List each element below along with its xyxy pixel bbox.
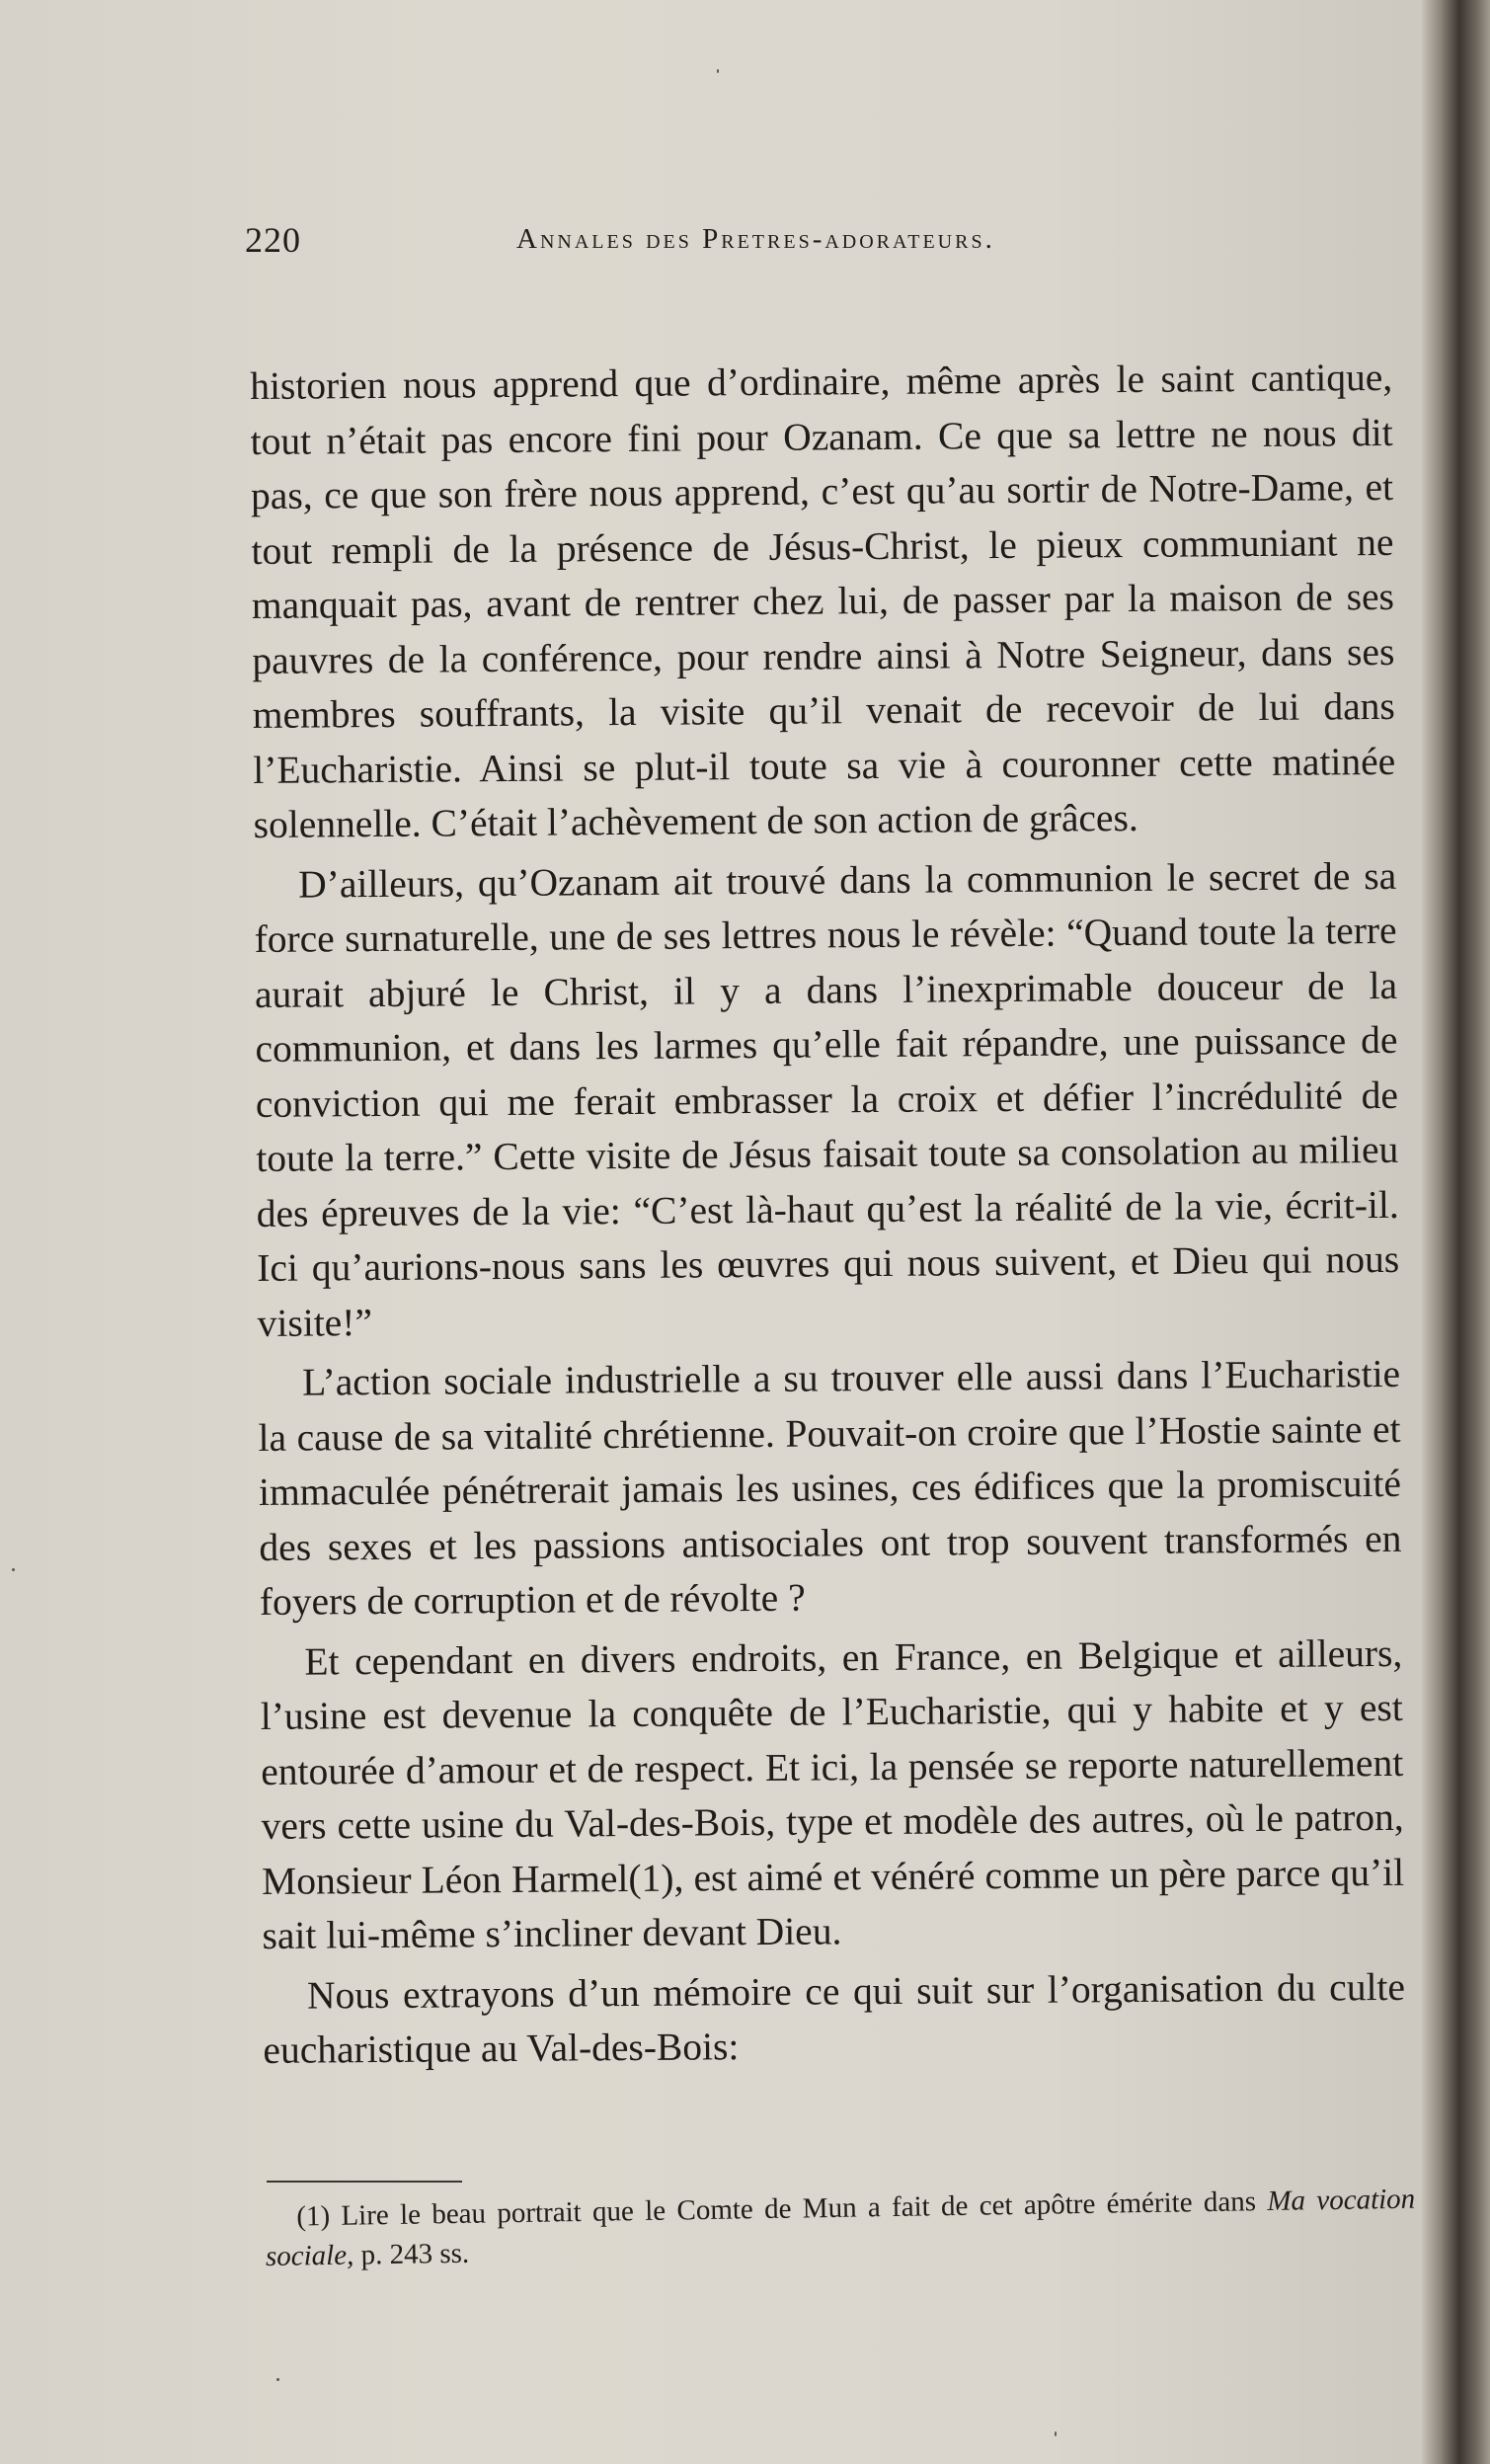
paragraph: historien nous apprend que d’ordinaire, même après le saint cantique, tout n’était pas encore fini pour Ozanam. Ce que sa lettre ne nous dit pas, ce que son frère nous apprend, c’est qu’au sortir de Notre-Dame, et tout rempli de la présence de Jésus-Christ, le pieux communiant ne manquait pas, avant de rentrer chez lui, de passer par la maison de ses pauvres de la conférence, pour rendre ainsi à Notre Seigneur, dans ses membres souffrants, la visite qu’il venait de recevoir de lui dans l’Eucharistie. Ainsi se plut-il toute sa vie à couronner cette matinée solennelle. C’était l’achèvement de son action de grâces. (250, 355, 1396, 846)
footnote (265, 2180, 1416, 2276)
footnote-reference: p. 243 ss. (353, 2237, 470, 2271)
paper-speck (1055, 2431, 1057, 2436)
running-title: Annales des Pretres-adorateurs. (516, 223, 995, 255)
paragraph: Et cependant en divers endroits, en France, en Belgique et ailleurs, l’usine est devenue la conquête de l’Eucharistie, qui y habite et y est entourée d’amour et de respect. Et ici, la pensée se reporte naturellement vers cette usine du Val-des-Bois, type et modèle des autres, où le patron, Monsieur Léon Harmel(1), est aimé et vénéré comme un père parce qu’il sait lui-même s’incliner devant Dieu. (260, 1630, 1405, 1957)
footnote-text: (1) Lire le beau portrait que le Comte de Mun a fait de cet apôtre émérite dans (296, 2186, 1268, 2233)
footnote-rule (267, 2181, 462, 2183)
page-number: 220 (245, 220, 301, 260)
paragraph: D’ailleurs, qu’Ozanam ait trouvé dans la communion le secret de sa force surnaturelle, une de ses lettres nous le révèle: “Quand toute la terre aurait abjuré le Christ, il y a dans l’inexprimable douceur de la communion, et dans les larmes qu’elle fait répandre, une puissance de conviction qui me ferait embrasser la croix et défier l’incrédulité de toute la terre.” Cette visite de Jésus faisait toute sa consolation au milieu des épreuves de la vie: “C’est là-haut qu’est la réalité de la vie, écrit-il. Ici qu’aurions-nous sans les œuvres qui nous suivent, et Dieu qui nous visite!” (254, 853, 1400, 1345)
paragraph: Nous extrayons d’un mémoire ce qui suit sur l’organisation du culte eucharistique au Val-des-Bois: (263, 1964, 1406, 2072)
paper-speck (717, 69, 719, 73)
paper-speck (12, 1568, 15, 1571)
body-text (250, 351, 1406, 2079)
book-gutter (1422, 0, 1490, 2464)
footnote-book-title: Ma vocation sociale, (265, 2183, 1416, 2272)
paragraph: L’action sociale industrielle a su trouver elle aussi dans l’Eucharistie la cause de sa vitalité chrétienne. Pouvait-on croire que l’Hostie sainte et immaculée pénétrerait jamais les usines, ces édifices que la promiscuité des sexes et les passions antisociales ont trop souvent transformés en foyers de corruption et de révolte ? (258, 1351, 1402, 1624)
paper-speck (276, 2378, 279, 2381)
page-header (245, 219, 1380, 267)
